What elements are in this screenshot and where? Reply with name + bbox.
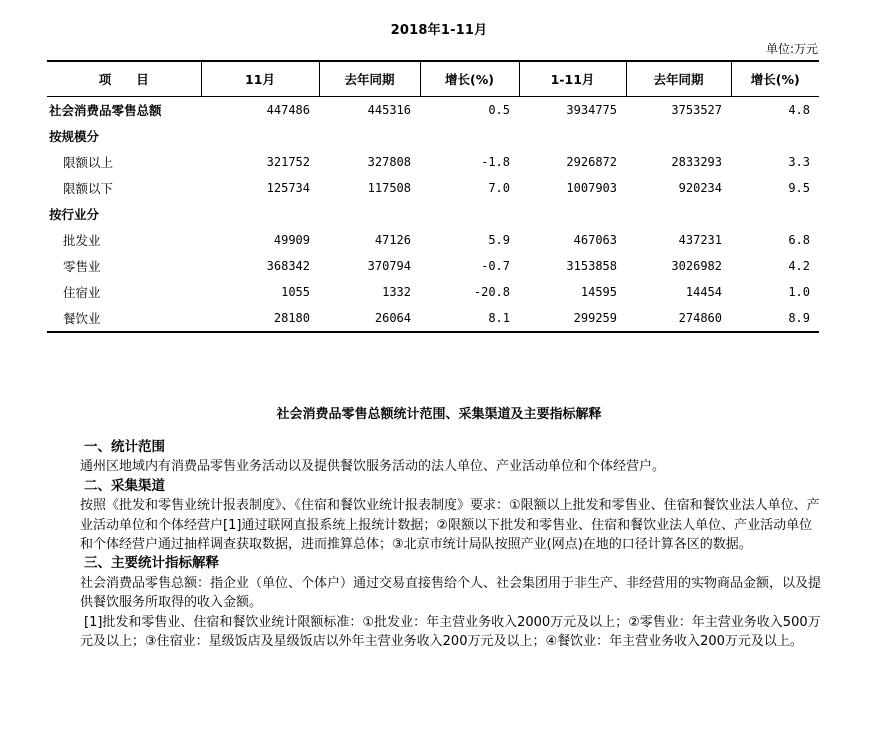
table-cell [731, 123, 819, 149]
table-cell: 1007903 [566, 181, 617, 195]
table-row [47, 253, 819, 279]
table-cell [201, 201, 319, 227]
table-cell: 3934775 [566, 103, 617, 117]
row-label: 按规模分 [49, 129, 100, 144]
table-cell: 3753527 [671, 103, 722, 117]
notes-section [80, 438, 822, 651]
row-label: 住宿业 [63, 285, 101, 300]
table-cell: 3.3 [788, 155, 810, 169]
section-heading-channels: 二、采集渠道 [84, 477, 165, 494]
row-label: 限额以下 [63, 181, 114, 196]
table-cell: 49909 [273, 233, 310, 247]
table-row [47, 149, 819, 175]
column-header-ytd-last-year: 去年同期 [626, 61, 731, 97]
table-cell: 14595 [580, 285, 617, 299]
table-cell: 1332 [382, 285, 411, 299]
table-cell: 467063 [573, 233, 617, 247]
table-cell [731, 201, 819, 227]
unit-label: 单位:万元 [765, 42, 818, 56]
table-cell: 437231 [678, 233, 722, 247]
table-cell: 368342 [266, 259, 310, 273]
table-cell: 2926872 [566, 155, 617, 169]
table-cell: 7.0 [488, 181, 510, 195]
retail-sales-table [47, 60, 819, 333]
table-row [47, 201, 819, 227]
table-cell: 445316 [367, 103, 411, 117]
column-header-month-last-year: 去年同期 [319, 61, 420, 97]
table-cell [519, 123, 626, 149]
table-cell: 3153858 [566, 259, 617, 273]
column-header-month-growth: 增长(%) [420, 61, 519, 97]
table-header-row [47, 61, 819, 97]
table-row [47, 123, 819, 149]
table-cell: 447486 [266, 103, 310, 117]
section-heading-indicators: 三、主要统计指标解释 [84, 555, 219, 572]
table-cell [519, 201, 626, 227]
row-label: 零售业 [63, 259, 101, 274]
table-cell: 327808 [367, 155, 411, 169]
section-text-indicator-definition: 社会消费品零售总额：指企业（单位、个体户）通过交易直接售给个人、社会集团用于非生产、非经营用的实物商品金额，以及提供餐饮服务所取得的收入金额。 [80, 575, 822, 611]
column-header-item: 项 目 [47, 61, 201, 97]
row-label: 按行业分 [49, 207, 100, 222]
row-label: 餐饮业 [47, 305, 201, 332]
row-label: 批发业 [63, 233, 101, 248]
table-cell: 4.8 [788, 103, 810, 117]
table-cell: -0.7 [481, 259, 510, 273]
table-cell: 370794 [367, 259, 411, 273]
table-cell: 299259 [519, 305, 626, 332]
table-row [47, 175, 819, 201]
table-cell: 125734 [266, 181, 310, 195]
table-cell [626, 123, 731, 149]
column-header-month: 11月 [201, 61, 319, 97]
table-cell [420, 123, 519, 149]
table-cell: 6.8 [788, 233, 810, 247]
section-text-limit-standard: [1]批发和零售业、住宿和餐饮业统计限额标准：①批发业：年主营业务收入2000万元及以上；②零售业：年主营业务收入500万元及以上；③住宿业：星级饭店及星级饭店以外年主营业务收入200万元及以上；④餐饮业：年主营业务收入200万元及以上。 [80, 614, 821, 650]
table-cell [420, 201, 519, 227]
table-cell: 920234 [678, 181, 722, 195]
table-cell: 5.9 [488, 233, 510, 247]
section-text-channels: 按照《批发和零售业统计报表制度》、《住宿和餐饮业统计报表制度》要求：①限额以上批发和零售业、住宿和餐饮业法人单位、产业活动单位和个体经营户[1]通过联网直报系统上报统计数据；②限额以下批发和零售业、住宿和餐饮业法人单位、产业活动单位和个体经营户通过抽样调查获取数据，进而推算总体；③北京市统计局队按照产业(网点)在地的口径计算各区的数据。 [80, 498, 820, 553]
table-cell: -20.8 [473, 285, 510, 299]
table-cell [319, 201, 420, 227]
table-cell: 26064 [319, 305, 420, 332]
table-cell: 1.0 [788, 285, 810, 299]
table-cell: 47126 [374, 233, 411, 247]
table-cell: 9.5 [788, 181, 810, 195]
column-header-ytd-growth: 增长(%) [731, 61, 819, 97]
table-cell: 14454 [685, 285, 722, 299]
section-heading-scope: 一、统计范围 [84, 439, 165, 455]
section-text-scope: 通州区地域内有消费品零售业务活动以及提供餐饮服务活动的法人单位、产业活动单位和个体经营户。 [80, 459, 666, 475]
table-row [47, 279, 819, 305]
table-cell: 8.9 [731, 305, 819, 332]
table-cell: 4.2 [788, 259, 810, 273]
table-cell [201, 123, 319, 149]
table-row [47, 97, 819, 124]
table-cell: 28180 [201, 305, 319, 332]
table-cell: -1.8 [481, 155, 510, 169]
table-cell [319, 123, 420, 149]
table-cell: 321752 [266, 155, 310, 169]
report-title: 2018年1-11月 [390, 23, 488, 38]
table-cell: 274860 [626, 305, 731, 332]
notes-title: 社会消费品零售总额统计范围、采集渠道及主要指标解释 [276, 407, 602, 422]
row-label: 限额以上 [63, 155, 114, 170]
row-label: 社会消费品零售总额 [49, 103, 162, 118]
table-cell: 8.1 [420, 305, 519, 332]
table-cell: 0.5 [488, 103, 510, 117]
column-header-ytd: 1-11月 [519, 61, 626, 97]
table-row [47, 305, 819, 332]
table-cell: 2833293 [671, 155, 722, 169]
table-row [47, 227, 819, 253]
table-cell [626, 201, 731, 227]
table-cell: 3026982 [671, 259, 722, 273]
table-cell: 117508 [367, 181, 411, 195]
table-cell: 1055 [281, 285, 310, 299]
